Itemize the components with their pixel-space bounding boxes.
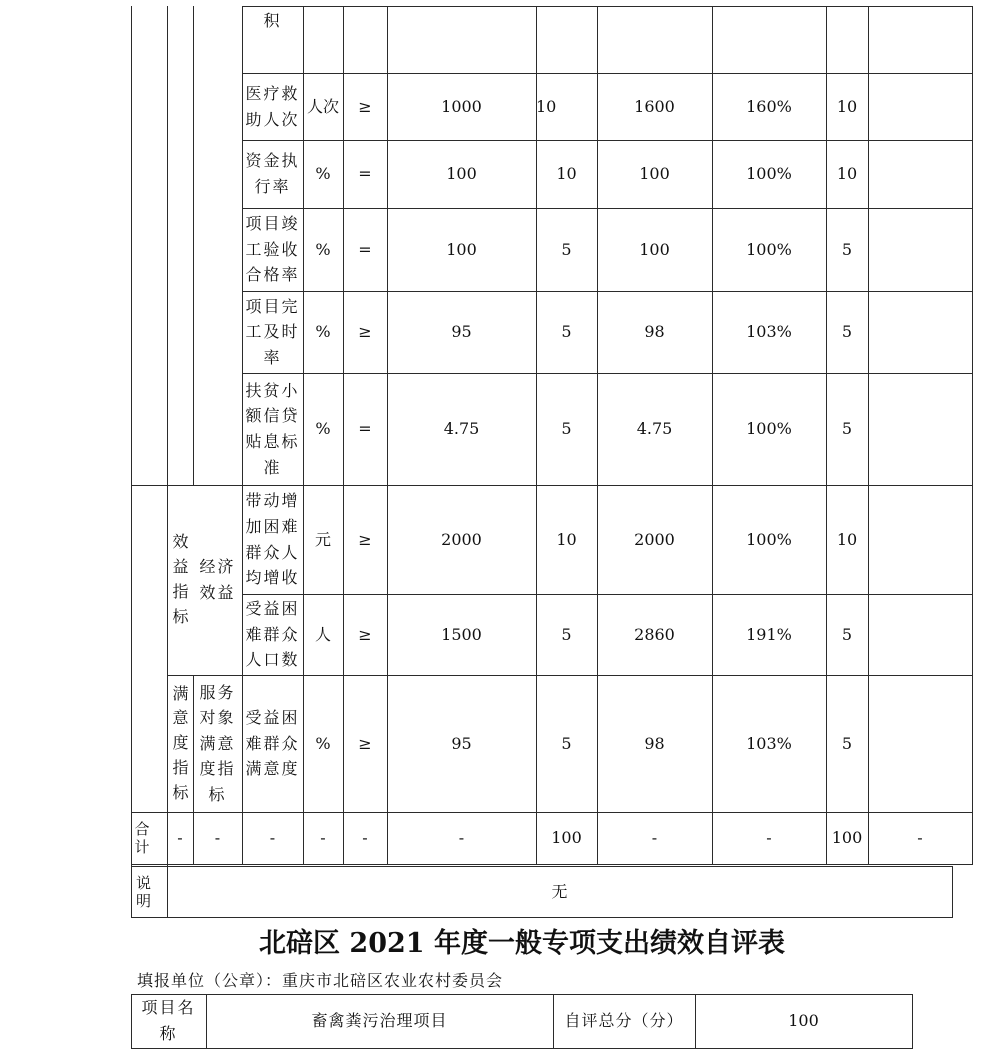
- indicator-unit: %: [315, 419, 331, 438]
- project-name-label: 项目名称: [141, 998, 196, 1043]
- actual-value: 2000: [634, 529, 675, 549]
- target-value: 1500: [441, 624, 482, 644]
- score-value: 10: [836, 164, 858, 183]
- comparison-operator: ≥: [358, 529, 372, 549]
- comparison-operator: ≥: [358, 322, 372, 341]
- indicator-name: 扶贫小额信贷贴息标准: [245, 380, 300, 477]
- weight-value: 5: [561, 239, 572, 259]
- indicator-name: 项目竣工验收合格率: [245, 214, 300, 285]
- total-dash: -: [269, 828, 276, 847]
- total-score: 100: [831, 828, 863, 847]
- total-dash: -: [458, 828, 465, 847]
- target-value: 95: [451, 733, 472, 753]
- score-value: 5: [841, 322, 853, 341]
- actual-value: 100: [639, 164, 670, 183]
- target-value: 4.75: [443, 419, 480, 438]
- comparison-operator: ≥: [358, 96, 372, 116]
- indicator-unit: 人: [314, 624, 331, 644]
- weight-value: 5: [561, 624, 572, 644]
- total-dash: -: [651, 828, 658, 847]
- weight-value: 5: [561, 322, 572, 341]
- score-value: 5: [841, 239, 853, 259]
- score-value: 10: [836, 96, 858, 116]
- weight-value: 10: [536, 96, 557, 116]
- actual-value: 98: [644, 322, 665, 341]
- weight-value: 10: [556, 164, 577, 183]
- total-dash: -: [766, 828, 772, 847]
- level2-indicator-satisfaction: 满意度指标: [172, 683, 189, 802]
- indicator-unit: %: [315, 164, 331, 183]
- level3-indicator-service-satisfaction: 服务对象满意度指标: [199, 682, 236, 804]
- comparison-operator: =: [358, 419, 372, 438]
- completion-rate: 100%: [746, 164, 792, 183]
- indicator-unit: 人次: [306, 96, 339, 116]
- note-label: 说明: [135, 873, 151, 910]
- weight-value: 10: [556, 529, 577, 549]
- score-value: 5: [841, 733, 853, 753]
- completion-rate: 100%: [746, 239, 792, 259]
- indicator-name: 受益困难群众满意度: [245, 708, 300, 779]
- indicator-unit: %: [315, 733, 331, 753]
- actual-value: 2860: [634, 624, 675, 644]
- indicator-name: 受益困难群众人口数: [245, 599, 300, 670]
- reporting-unit: 填报单位（公章）：重庆市北碚区农业农村委员会: [137, 971, 504, 990]
- indicator-unit: %: [315, 322, 331, 341]
- indicator-unit: %: [315, 239, 331, 259]
- self-score-label: 自评总分（分）: [564, 1011, 684, 1030]
- comparison-operator: ≥: [358, 733, 372, 753]
- comparison-operator: ≥: [358, 624, 372, 644]
- level2-indicator-benefit: 效益指标: [172, 532, 189, 626]
- actual-value: 1600: [634, 96, 675, 116]
- comparison-operator: =: [358, 239, 372, 259]
- level3-indicator-economic: 经济效益: [199, 557, 236, 602]
- indicator-unit: 元: [314, 529, 331, 549]
- total-dash: -: [214, 828, 221, 847]
- total-dash: -: [320, 828, 326, 847]
- completion-rate: 191%: [746, 624, 792, 644]
- total-weight: 100: [551, 828, 582, 847]
- total-label: 合计: [134, 820, 150, 856]
- note-value: 无: [551, 881, 568, 901]
- indicator-name: 资金执行率: [245, 151, 300, 196]
- indicator-name-fragment: 积: [263, 11, 282, 31]
- target-value: 100: [446, 164, 477, 183]
- completion-rate: 100%: [746, 419, 792, 438]
- target-value: 95: [451, 322, 472, 341]
- comparison-operator: =: [358, 164, 372, 183]
- completion-rate: 103%: [746, 322, 792, 341]
- total-dash: -: [917, 828, 923, 847]
- weight-value: 5: [561, 733, 572, 753]
- weight-value: 5: [561, 419, 572, 438]
- actual-value: 98: [644, 733, 665, 753]
- target-value: 1000: [441, 96, 482, 116]
- actual-value: 4.75: [636, 419, 673, 438]
- target-value: 100: [446, 239, 477, 259]
- project-name-value: 畜禽粪污治理项目: [311, 1011, 448, 1030]
- indicator-name: 带动增加困难群众人均增收: [245, 491, 300, 588]
- score-value: 5: [841, 624, 853, 644]
- actual-value: 100: [639, 239, 670, 259]
- score-value: 10: [836, 529, 858, 549]
- completion-rate: 160%: [746, 96, 792, 116]
- self-score-value: 100: [788, 1011, 819, 1030]
- completion-rate: 100%: [746, 529, 792, 549]
- completion-rate: 103%: [746, 733, 792, 753]
- target-value: 2000: [441, 529, 482, 549]
- form-title: 北碚区 2021 年度一般专项支出绩效自评表: [259, 928, 785, 959]
- score-value: 5: [841, 419, 853, 438]
- indicator-name: 医疗救助人次: [245, 83, 300, 129]
- indicator-name: 项目完工及时率: [245, 296, 300, 367]
- total-dash: -: [177, 828, 183, 847]
- total-dash: -: [362, 828, 368, 847]
